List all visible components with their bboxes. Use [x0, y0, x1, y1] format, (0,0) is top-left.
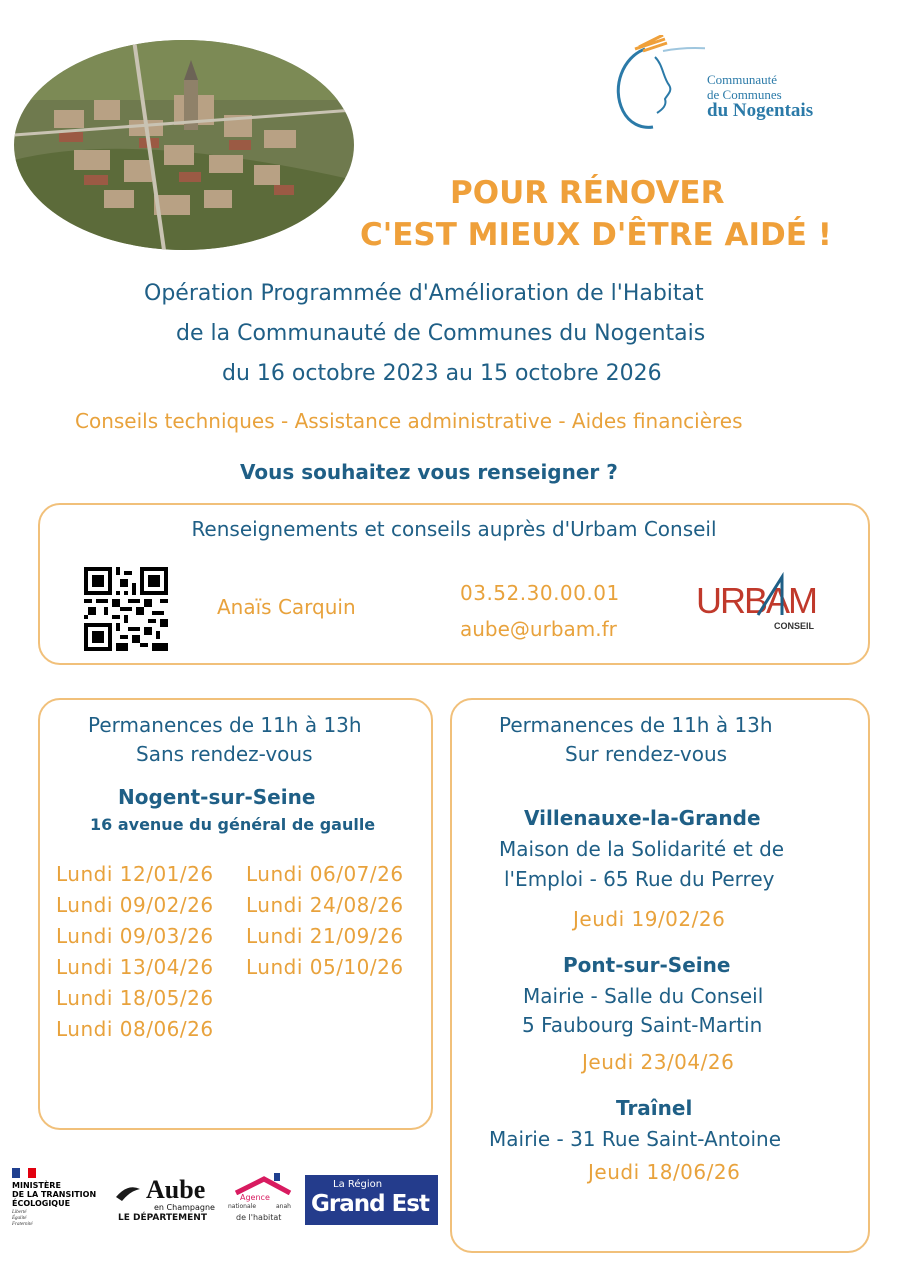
aube-subtitle: en Champagne	[154, 1203, 215, 1212]
right-date-2: Jeudi 23/04/26	[582, 1050, 735, 1074]
contact-box	[38, 503, 870, 665]
headline-line-1: POUR RÉNOVER	[450, 175, 725, 211]
ministere-line-3: ÉCOLOGIQUE	[12, 1199, 71, 1208]
right-address-2b: 5 Faubourg Saint-Martin	[522, 1013, 763, 1037]
aube-bird-icon	[114, 1181, 142, 1203]
ministere-motto-3: Fraternité	[12, 1222, 33, 1227]
permanence-box-right	[450, 698, 870, 1253]
anah-line-3: de l'habitat	[236, 1213, 282, 1222]
intro-line-3: du 16 octobre 2023 au 15 octobre 2026	[222, 361, 662, 386]
permanence-box-left	[38, 698, 433, 1130]
left-town: Nogent-sur-Seine	[118, 785, 316, 809]
marianne-flag-icon	[12, 1168, 36, 1178]
face-profile-icon	[605, 35, 705, 135]
intro-line-2: de la Communauté de Communes du Nogentais	[176, 321, 706, 346]
anah-line-1: Agence	[240, 1193, 270, 1202]
date-item: Lundi 08/06/26	[56, 1017, 214, 1041]
contact-title: Renseignements et conseils auprès d'Urbam Conseil	[191, 517, 717, 541]
right-town-3: Traînel	[616, 1096, 693, 1120]
right-date-1: Jeudi 19/02/26	[573, 907, 726, 931]
contact-phone-link[interactable]: 03.52.30.00.01	[460, 581, 620, 605]
ministere-line-2: DE LA TRANSITION	[12, 1190, 97, 1199]
date-item: Lundi 24/08/26	[246, 893, 404, 917]
anah-line-2: nationale	[228, 1203, 257, 1210]
ministere-motto-1: Liberté	[12, 1210, 27, 1215]
date-item: Lundi 09/02/26	[56, 893, 214, 917]
anah-roof-icon	[234, 1173, 292, 1195]
services-line: Conseils techniques - Assistance administrative - Aides financières	[75, 409, 743, 433]
urbam-logo-text: URBAM	[696, 580, 817, 621]
right-date-3: Jeudi 18/06/26	[588, 1160, 741, 1184]
ministere-motto-2: Égalité	[12, 1216, 27, 1221]
urbam-logo-sub: CONSEIL	[774, 621, 815, 631]
headline-line-2: C'EST MIEUX D'ÊTRE AIDÉ !	[360, 217, 832, 253]
right-perm-mode: Sur rendez-vous	[565, 742, 728, 766]
date-item: Lundi 13/04/26	[56, 955, 214, 979]
ccn-logo	[605, 35, 855, 135]
contact-name: Anaïs Carquin	[217, 595, 356, 619]
region-line-2: Grand Est	[311, 1191, 429, 1217]
region-grand-est-logo	[305, 1175, 438, 1225]
aerial-town-photo	[14, 40, 354, 250]
right-town-1: Villenauxe-la-Grande	[524, 806, 761, 830]
qr-code-icon[interactable]	[84, 567, 168, 651]
anah-logo	[228, 1173, 298, 1229]
ministere-line-1: MINISTÈRE	[12, 1181, 61, 1190]
right-address-1b: l'Emploi - 65 Rue du Perrey	[504, 867, 775, 891]
logo-line-1: Communauté	[707, 72, 778, 87]
aube-logo	[114, 1177, 214, 1227]
date-item: Lundi 05/10/26	[246, 955, 404, 979]
urbam-logo	[696, 571, 826, 637]
right-perm-hours: Permanences de 11h à 13h	[499, 713, 773, 737]
right-town-2: Pont-sur-Seine	[563, 953, 731, 977]
date-item: Lundi 21/09/26	[246, 924, 404, 948]
aube-department: LE DÉPARTEMENT	[118, 1213, 207, 1223]
left-address: 16 avenue du général de gaulle	[90, 815, 376, 834]
right-address-3: Mairie - 31 Rue Saint-Antoine	[489, 1127, 782, 1151]
right-address-1a: Maison de la Solidarité et de	[499, 837, 785, 861]
logo-line-2: de Communes	[707, 87, 782, 102]
right-address-2a: Mairie - Salle du Conseil	[523, 984, 764, 1008]
question-line: Vous souhaitez vous renseigner ?	[240, 460, 618, 484]
contact-email-link[interactable]: aube@urbam.fr	[460, 617, 617, 641]
intro-line-1: Opération Programmée d'Amélioration de l'Habitat	[144, 281, 704, 306]
date-item: Lundi 09/03/26	[56, 924, 214, 948]
left-perm-hours: Permanences de 11h à 13h	[88, 713, 362, 737]
left-perm-mode: Sans rendez-vous	[136, 742, 313, 766]
date-item: Lundi 12/01/26	[56, 862, 214, 886]
region-line-1: La Région	[333, 1179, 383, 1190]
date-item: Lundi 06/07/26	[246, 862, 404, 886]
date-item: Lundi 18/05/26	[56, 986, 214, 1010]
logo-line-3: du Nogentais	[707, 100, 814, 121]
anah-line-4: anah	[276, 1203, 291, 1210]
partner-logos	[10, 1165, 450, 1245]
ministere-logo	[12, 1168, 107, 1238]
aube-wordmark: Aube	[146, 1175, 206, 1204]
